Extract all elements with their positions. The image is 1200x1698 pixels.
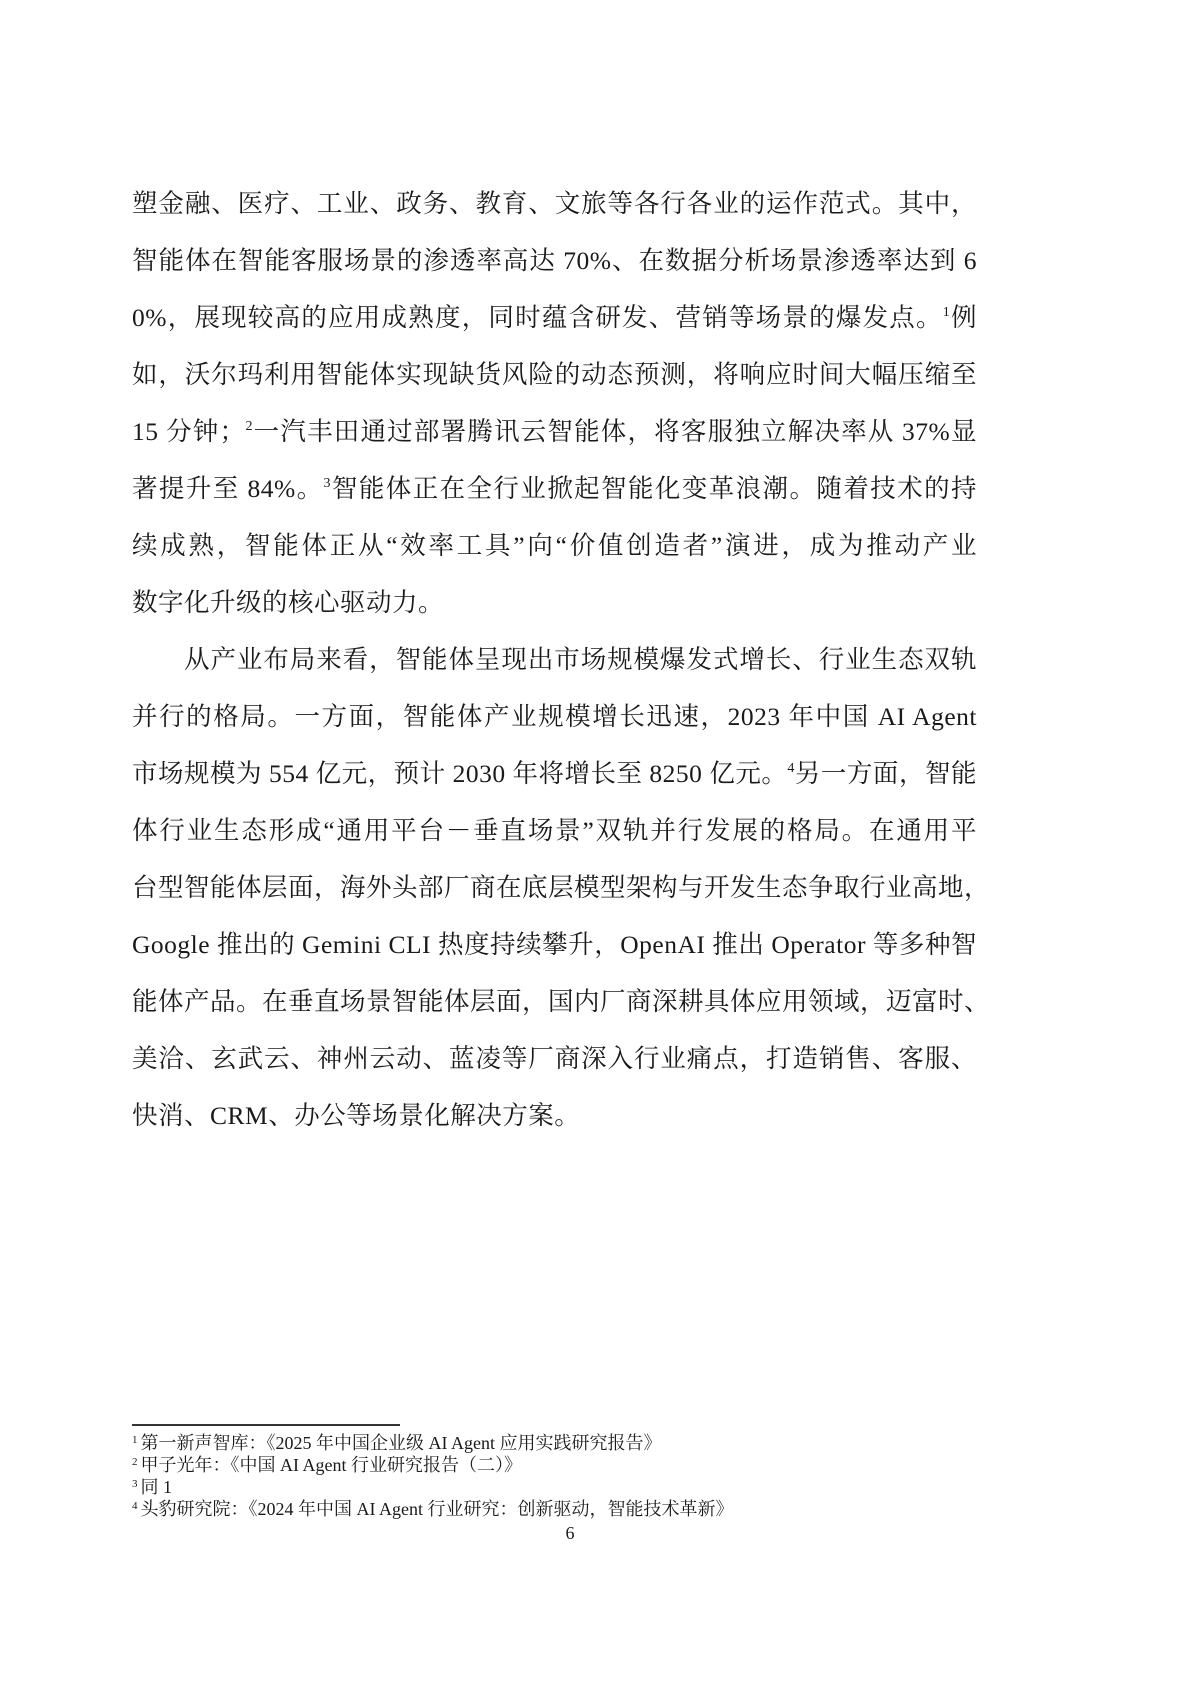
body-line: 塑金融、医疗、工业、政务、教育、文旅等各行各业的运作范式。其中， xyxy=(132,189,977,218)
footnote-text: 第一新声智库：《2025 年中国企业级 AI Agent 应用实践研究报告》 xyxy=(140,1433,662,1453)
body-line xyxy=(132,758,977,790)
body-text: 著提升至 84%。 xyxy=(132,474,324,503)
body-line: 美洽、玄武云、神州云动、蓝凌等厂商深入行业痛点，打造销售、客服、 xyxy=(132,1044,977,1073)
footnote-2 xyxy=(132,1454,522,1476)
body-line: Google 推出的 Gemini CLI 热度持续攀升，OpenAI 推出 Operator 等多种智 xyxy=(132,930,977,959)
body-line: 台型智能体层面，海外头部厂商在底层模型架构与开发生态争取行业高地， xyxy=(132,873,991,902)
body-text: 另一方面，智能 xyxy=(794,759,977,788)
body-text: 例 xyxy=(950,303,977,332)
body-line: 并行的格局。一方面，智能体产业规模增长迅速，2023 年中国 AI Agent xyxy=(132,702,977,731)
body-line xyxy=(132,473,977,505)
footnote-3 xyxy=(132,1476,172,1498)
body-text: 一汽丰田通过部署腾讯云智能体，将客服独立解决率从 37%显 xyxy=(252,417,977,446)
footnote-1 xyxy=(132,1432,662,1454)
footnote-separator xyxy=(132,1424,400,1426)
footnote-number: 4 xyxy=(132,1500,138,1512)
footnote-4 xyxy=(132,1498,734,1520)
body-text: 0%，展现较高的应用成熟度，同时蕴含研发、营销等场景的爆发点。 xyxy=(132,303,943,332)
body-text: 15 分钟； xyxy=(132,417,246,446)
footnote-number: 3 xyxy=(132,1478,138,1490)
body-line: 智能体在智能客服场景的渗透率高达 70%、在数据分析场景渗透率达到 6 xyxy=(132,246,977,275)
body-line xyxy=(132,416,977,448)
footnote-text: 甲子光年：《中国 AI Agent 行业研究报告（二）》 xyxy=(140,1455,522,1475)
footnote-number: 1 xyxy=(132,1434,138,1446)
footnote-text: 头豹研究院：《2024 年中国 AI Agent 行业研究：创新驱动，智能技术革新》 xyxy=(140,1499,734,1519)
body-line: 续成熟，智能体正从“效率工具”向“价值创造者”演进，成为推动产业 xyxy=(132,531,977,560)
body-line: 如，沃尔玛利用智能体实现缺货风险的动态预测，将响应时间大幅压缩至 xyxy=(132,360,977,389)
body-text: 智能体正在全行业掀起智能化变革浪潮。随着技术的持 xyxy=(331,474,977,503)
footnote-ref[interactable]: 1 xyxy=(942,305,951,320)
body-line xyxy=(132,302,977,334)
body-line: 从产业布局来看，智能体呈现出市场规模爆发式增长、行业生态双轨 xyxy=(184,645,977,674)
footnote-text: 同 1 xyxy=(140,1477,172,1497)
body-line: 快消、CRM、办公等场景化解决方案。 xyxy=(132,1101,581,1130)
footnote-number: 2 xyxy=(132,1456,138,1468)
body-line: 数字化升级的核心驱动力。 xyxy=(132,588,445,617)
body-text: 市场规模为 554 亿元，预计 2030 年将增长至 8250 亿元。 xyxy=(132,759,788,788)
body-line: 能体产品。在垂直场景智能体层面，国内厂商深耕具体应用领域，迈富时、 xyxy=(132,987,991,1016)
footnote-ref[interactable]: 3 xyxy=(323,476,332,491)
footnote-ref[interactable]: 4 xyxy=(787,761,795,776)
footnote-ref[interactable]: 2 xyxy=(245,419,253,434)
body-line: 体行业生态形成“通用平台－垂直场景”双轨并行发展的格局。在通用平 xyxy=(132,816,977,845)
page-number: 6 xyxy=(565,1523,575,1543)
